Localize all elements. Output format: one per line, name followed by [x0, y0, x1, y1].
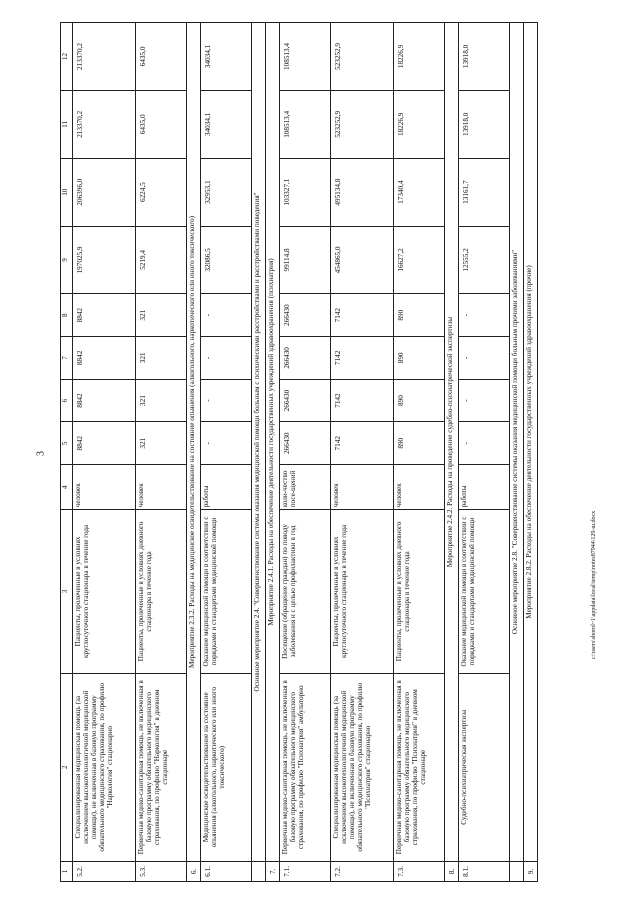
service-name: Специализированная медицинская помощь (за исключением высокотехнологичной медицинской помощи), не включенная в базовую программу обязательного медицинского страхования, по профилю "Наркология" стационарно [73, 673, 136, 861]
row-number: 7.3. [394, 861, 445, 881]
value-cell-v11: 213370,2 [73, 90, 136, 158]
value-cell-v8: 8842 [73, 294, 136, 337]
value-cell-v6: 7142 [331, 379, 394, 422]
value-cell-v12: 108513,4 [280, 23, 331, 91]
unit: работы [459, 465, 510, 510]
section-row [524, 23, 538, 882]
unit: работы [201, 465, 252, 510]
value-cell-v12: 18226,9 [394, 23, 445, 91]
unit: коли-чество посе-щений [280, 465, 331, 510]
service-name: Первичная медико-санитарная помощь, не включенная в базовую программу обязательного медицинского страхования, по профилю "Психиатрия" амбулаторно [280, 673, 331, 861]
value-cell-v5: 266430 [280, 422, 331, 465]
value-cell-v9: 99114,8 [280, 226, 331, 294]
value-cell-v10: 32953,1 [201, 158, 252, 226]
table-row [331, 23, 394, 882]
value-cell-v11: 34034,1 [201, 90, 252, 158]
value-cell-v7: 321 [136, 337, 187, 380]
value-cell-v11: 523252,9 [331, 90, 394, 158]
value-cell-v5: 321 [136, 422, 187, 465]
value-cell-v12: 213370,2 [73, 23, 136, 91]
value-cell-v7: 890 [394, 337, 445, 380]
section-title: Мероприятие 2.3.2. Расходы на медицинское освидетельствование на состояние опьянения (алкогольного, наркотического или иного токсического) [187, 23, 201, 862]
file-path-footer: c:\users\sborol~1\appdata\local\temp\notes87944\129-ш.docx [591, 510, 597, 660]
table-row [459, 23, 510, 882]
unit: человек [73, 465, 136, 510]
row-number [510, 861, 524, 881]
section-title: Мероприятие 2.4.1. Расходы на обеспечение деятельности государственных учреждений здравоохранения (психиатрия) [266, 23, 280, 862]
column-number: 1 [61, 861, 73, 881]
section-row [252, 23, 266, 882]
table-row [394, 23, 445, 882]
value-cell-v8: 7142 [331, 294, 394, 337]
value-cell-v9: 197025,9 [73, 226, 136, 294]
column-number: 6 [61, 379, 73, 422]
unit: человек [394, 465, 445, 510]
service-name: Первичная медико-санитарная помощь, не включенная в базовую программу обязательного медицинского страхования, по профилю "Психиатрия" в дневном стационаре [394, 673, 445, 861]
value-cell-v9: 12555,2 [459, 226, 510, 294]
section-row [445, 23, 459, 882]
indicator-name: Пациенты, пролеченные в условиях круглосуточного стационара в течение года [331, 510, 394, 673]
value-cell-v10: 103327,1 [280, 158, 331, 226]
section-row [266, 23, 280, 882]
value-cell-v9: 16627,2 [394, 226, 445, 294]
section-title: Основное мероприятие 2.4. "Совершенствование системы оказания медицинской помощи больным с психическими расстройствами и расстройствами поведения" [252, 23, 266, 862]
service-name: Специализированная медицинская помощь (за исключением высокотехнологичной медицинской помощи), не включенная в базовую программу обязательного медицинского страхования, по профилю "Психиатрия" стационарно [331, 673, 394, 861]
value-cell-v12: 523252,9 [331, 23, 394, 91]
value-cell-v7: 266430 [280, 337, 331, 380]
section-row [187, 23, 201, 882]
value-cell-v11: 108513,4 [280, 90, 331, 158]
value-cell-v7: 8842 [73, 337, 136, 380]
value-cell-v7: 7142 [331, 337, 394, 380]
column-number: 7 [61, 337, 73, 380]
row-number: 7.2. [331, 861, 394, 881]
value-cell-v6: 890 [394, 379, 445, 422]
value-cell-v6: 8842 [73, 379, 136, 422]
table-body [73, 23, 538, 882]
value-cell-v12: 34034,1 [201, 23, 252, 91]
row-number: 6.1. [201, 861, 252, 881]
row-number: 9. [524, 861, 538, 881]
value-cell-v10: 495134,8 [331, 158, 394, 226]
value-cell-v11: 6435,0 [136, 90, 187, 158]
column-number: 12 [61, 23, 73, 91]
table-row [201, 23, 252, 882]
section-title: Мероприятие 2.8.2. Расходы на обеспечение деятельности государственных учреждений здравоохранения (прочие) [524, 23, 538, 862]
service-name: Медицинское освидетельствование на состояние опьянения (алкогольного, наркотического или иного токсического) [201, 673, 252, 861]
value-cell-v12: 6435,0 [136, 23, 187, 91]
row-number: 5.2. [73, 861, 136, 881]
program-table [60, 22, 538, 882]
table-row [280, 23, 331, 882]
value-cell-v11: 18226,9 [394, 90, 445, 158]
value-cell-v12: 13918,0 [459, 23, 510, 91]
value-cell-v6: - [459, 379, 510, 422]
unit: человек [136, 465, 187, 510]
value-cell-v10: 17340,4 [394, 158, 445, 226]
value-cell-v5: - [201, 422, 252, 465]
value-cell-v5: 8842 [73, 422, 136, 465]
value-cell-v7: - [201, 337, 252, 380]
value-cell-v5: - [459, 422, 510, 465]
row-number [252, 861, 266, 881]
value-cell-v8: 321 [136, 294, 187, 337]
value-cell-v5: 890 [394, 422, 445, 465]
row-number: 7.1. [280, 861, 331, 881]
value-cell-v8: 266430 [280, 294, 331, 337]
indicator-name: Пациенты, пролеченные в условиях дневного стационара в течение года [394, 510, 445, 673]
indicator-name: Оказание медицинской помощи в соответствии с порядками и стандартами медицинской помощи [459, 510, 510, 673]
unit: человек [331, 465, 394, 510]
column-number: 5 [61, 422, 73, 465]
value-cell-v10: 6224,5 [136, 158, 187, 226]
row-number: 8. [445, 861, 459, 881]
column-number: 3 [61, 510, 73, 673]
row-number: 7. [266, 861, 280, 881]
table-row [136, 23, 187, 882]
section-row [510, 23, 524, 882]
row-number: 6. [187, 861, 201, 881]
value-cell-v9: 454865,0 [331, 226, 394, 294]
column-number: 11 [61, 90, 73, 158]
value-cell-v6: - [201, 379, 252, 422]
indicator-name: Пациенты, пролеченные в условиях дневного стационара в течение года [136, 510, 187, 673]
value-cell-v5: 7142 [331, 422, 394, 465]
service-name: Первичная медико-санитарная помощь, не включенная в базовую программу обязательного медицинского страхования, по профилю "Наркология" в дневном стационаре [136, 673, 187, 861]
value-cell-v8: - [459, 294, 510, 337]
column-number: 8 [61, 294, 73, 337]
indicator-name: Оказание медицинской помощи в соответствии с порядками и стандартами медицинской помощи [201, 510, 252, 673]
indicator-name: Посещение (обращение граждан) по поводу заболевания и с целью профилактики в год [280, 510, 331, 673]
table-row [73, 23, 136, 882]
value-cell-v10: 206396,0 [73, 158, 136, 226]
rotated-page-content [60, 22, 580, 882]
section-title: Основное мероприятие 2.8. "Совершенствование системы оказания медицинской помощи больным прочими заболеваниями" [510, 23, 524, 862]
indicator-name: Пациенты, пролеченные в условиях круглосуточного стационара в течение года [73, 510, 136, 673]
column-number-row [61, 23, 73, 882]
service-name: Судебно-психиатрическая экспертиза [459, 673, 510, 861]
column-number: 10 [61, 158, 73, 226]
column-number: 4 [61, 465, 73, 510]
value-cell-v6: 266430 [280, 379, 331, 422]
value-cell-v11: 13918,0 [459, 90, 510, 158]
column-number: 2 [61, 673, 73, 861]
value-cell-v6: 321 [136, 379, 187, 422]
row-number: 8.1. [459, 861, 510, 881]
value-cell-v9: 5219,4 [136, 226, 187, 294]
page-number: 3 [35, 451, 47, 456]
value-cell-v10: 13161,7 [459, 158, 510, 226]
value-cell-v7: - [459, 337, 510, 380]
row-number: 5.3. [136, 861, 187, 881]
column-number: 9 [61, 226, 73, 294]
value-cell-v8: 890 [394, 294, 445, 337]
value-cell-v8: - [201, 294, 252, 337]
value-cell-v9: 32086,5 [201, 226, 252, 294]
section-title: Мероприятие 2.4.2. Расходы на проведение судебно-психиатрической экспертизы [445, 23, 459, 862]
